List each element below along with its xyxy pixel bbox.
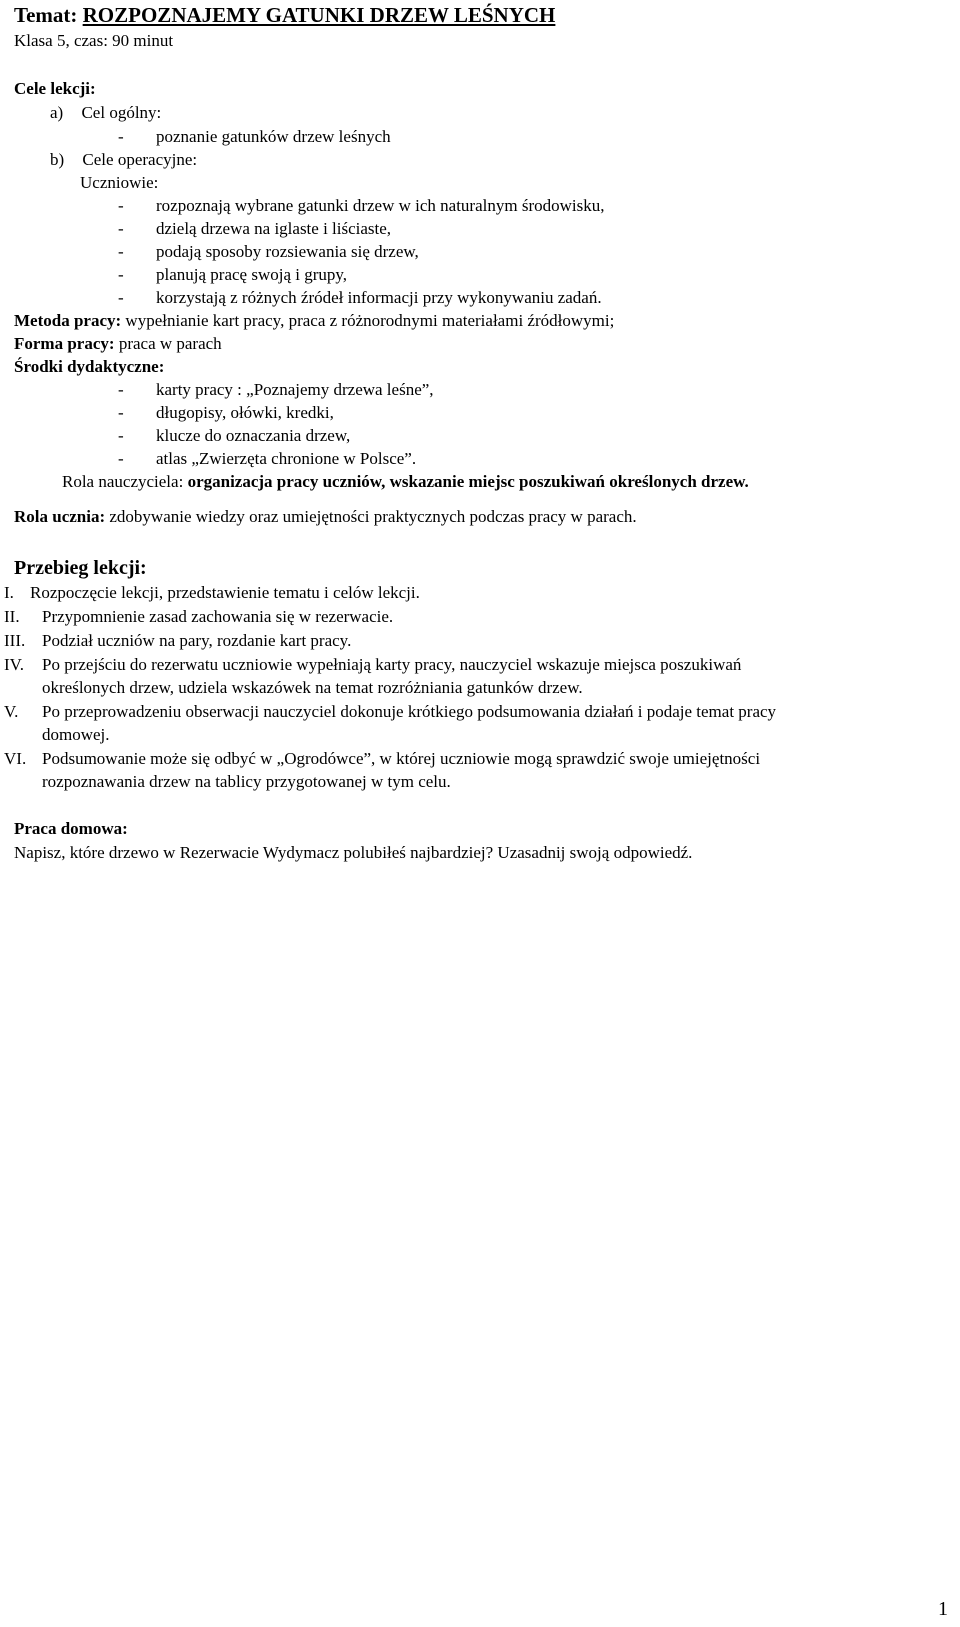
- class-info: Klasa 5, czas: 90 minut: [14, 31, 174, 50]
- cele-b-item: [118, 265, 347, 285]
- cele-a-label: Cel ogólny:: [81, 103, 162, 122]
- page-title: [14, 2, 555, 28]
- forma-text: praca w parach: [118, 334, 222, 353]
- rola-nauczyciela: [62, 472, 749, 492]
- dash: -: [118, 380, 124, 399]
- rola-ucznia-label: Rola ucznia:: [14, 507, 106, 526]
- step-number: VI.: [4, 749, 27, 768]
- forma-label: Forma pracy:: [14, 334, 115, 353]
- dash: -: [118, 196, 124, 215]
- praca-domowa-heading: Praca domowa:: [14, 819, 128, 838]
- step-text-continued: domowej.: [42, 725, 110, 744]
- cele-a-item-text: poznanie gatunków drzew leśnych: [156, 127, 391, 146]
- step-number: III.: [4, 631, 26, 650]
- dash: -: [118, 265, 124, 284]
- cele-b-item-text: planują pracę swoją i grupy,: [156, 265, 348, 284]
- step-text: Po przeprowadzeniu obserwacji nauczyciel dokonuje krótkiego podsumowania działań i podaje temat pracy: [42, 702, 777, 721]
- rola-ucznia: [14, 507, 637, 527]
- dash: -: [118, 242, 124, 261]
- cele-heading: Cele lekcji:: [14, 79, 96, 98]
- srodki-item-text: klucze do oznaczania drzew,: [156, 426, 351, 445]
- rola-nauczyciela-label: Rola nauczyciela:: [62, 472, 184, 491]
- step-number: II.: [4, 607, 20, 626]
- cele-b-marker: b): [50, 150, 65, 169]
- cele-a-marker: a): [50, 103, 64, 122]
- metoda-pracy: [14, 311, 614, 331]
- cele-b-item: [118, 288, 602, 308]
- step-text-continued: określonych drzew, udziela wskazówek na temat rozróżniania gatunków drzew.: [42, 678, 583, 697]
- step-text: Przypomnienie zasad zachowania się w rezerwacie.: [42, 607, 394, 626]
- dash: -: [118, 426, 124, 445]
- step-number: V.: [4, 702, 19, 721]
- cele-a: [50, 103, 161, 123]
- title-prefix: Temat:: [14, 3, 78, 27]
- cele-b-item-text: podają sposoby rozsiewania się drzew,: [156, 242, 419, 261]
- srodki-item: [118, 449, 416, 469]
- cele-b: [50, 150, 197, 170]
- forma-pracy: [14, 334, 222, 354]
- title-text: ROZPOZNAJEMY GATUNKI DRZEW LEŚNYCH: [82, 3, 556, 27]
- cele-a-item: [118, 127, 391, 147]
- srodki-item-text: atlas „Zwierzęta chronione w Polsce”.: [156, 449, 417, 468]
- metoda-label: Metoda pracy:: [14, 311, 122, 330]
- dash: -: [118, 403, 124, 422]
- step-number: I.: [4, 583, 14, 602]
- srodki-item-text: długopisy, ołówki, kredki,: [156, 403, 334, 422]
- srodki-item: [118, 426, 350, 446]
- step-number: IV.: [4, 655, 24, 674]
- step-text: Podział uczniów na pary, rozdanie kart pracy.: [42, 631, 352, 650]
- page-number: 1: [938, 1598, 948, 1620]
- cele-b-item: [118, 219, 391, 239]
- praca-domowa-text: Napisz, które drzewo w Rezerwacie Wydymacz polubiłeś najbardziej? Uzasadnij swoją odpowiedź.: [14, 843, 693, 862]
- srodki-item-text: karty pracy : „Poznajemy drzewa leśne”,: [156, 380, 434, 399]
- przebieg-heading: Przebieg lekcji:: [14, 557, 147, 579]
- cele-b-item: [118, 196, 604, 216]
- dash: -: [118, 127, 124, 146]
- cele-b-item-text: korzystają z różnych źródeł informacji przy wykonywaniu zadań.: [156, 288, 602, 307]
- metoda-text: wypełnianie kart pracy, praca z różnorodnymi materiałami źródłowymi;: [125, 311, 615, 330]
- rola-nauczyciela-text: organizacja pracy uczniów, wskazanie miejsc poszukiwań określonych drzew.: [187, 472, 749, 491]
- step-text: Po przejściu do rezerwatu uczniowie wypełniają karty pracy, nauczyciel wskazuje miejsca poszukiwań: [42, 655, 742, 674]
- step-text-continued: rozpoznawania drzew na tablicy przygotowanej w tym celu.: [42, 772, 451, 791]
- step-text: Podsumowanie może się odbyć w „Ogrodówce”, w której uczniowie mogą sprawdzić swoje umiejętności: [42, 749, 761, 768]
- dash: -: [118, 449, 124, 468]
- cele-b-item-text: rozpoznają wybrane gatunki drzew w ich naturalnym środowisku,: [156, 196, 605, 215]
- srodki-item: [118, 380, 434, 400]
- dash: -: [118, 219, 124, 238]
- step-text: Rozpoczęcie lekcji, przedstawienie tematu i celów lekcji.: [30, 583, 420, 602]
- uczniowie-label: Uczniowie:: [80, 173, 159, 192]
- cele-b-item-text: dzielą drzewa na iglaste i liściaste,: [156, 219, 392, 238]
- srodki-item: [118, 403, 334, 423]
- rola-ucznia-text: zdobywanie wiedzy oraz umiejętności praktycznych podczas pracy w parach.: [109, 507, 637, 526]
- dash: -: [118, 288, 124, 307]
- cele-b-item: [118, 242, 419, 262]
- cele-b-label: Cele operacyjne:: [82, 150, 198, 169]
- srodki-heading: Środki dydaktyczne:: [14, 357, 165, 376]
